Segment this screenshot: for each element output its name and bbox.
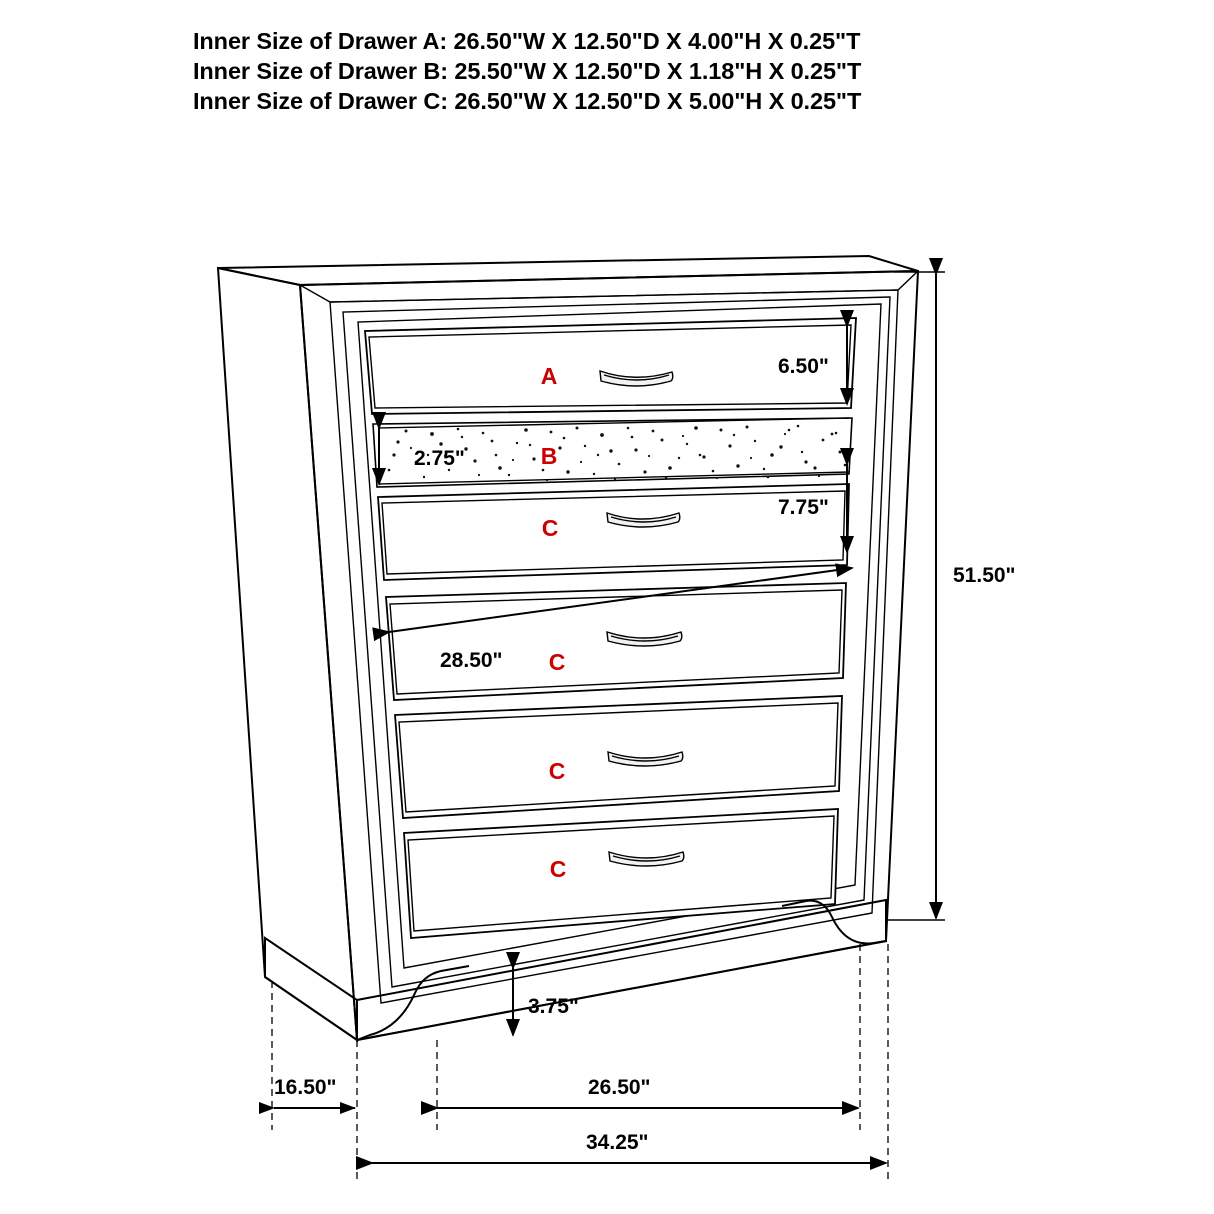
drawer-label-c1: C — [541, 515, 559, 541]
dim-label-26-50: 26.50" — [588, 1076, 651, 1099]
dim-total-height — [886, 272, 1016, 920]
drawer-face-c4 — [404, 809, 838, 938]
drawer-label-c4: C — [549, 856, 567, 882]
dim-label-7-75: 7.75" — [778, 496, 829, 519]
drawer-label-a: A — [540, 363, 558, 389]
dim-label-34-25: 34.25" — [586, 1131, 649, 1154]
spec-line-drawer-c: Inner Size of Drawer C: 26.50"W X 12.50"D X 5.00"H X 0.25"T — [193, 88, 862, 114]
dim-label-16-50: 16.50" — [274, 1076, 337, 1099]
dim-leg-height — [513, 968, 579, 1035]
drawer-face-c3 — [395, 696, 842, 818]
dim-label-2-75: 2.75" — [414, 447, 465, 470]
dim-label-51-50: 51.50" — [953, 564, 1016, 587]
drawer-label-c3: C — [548, 758, 566, 784]
dim-label-28-50: 28.50" — [440, 649, 503, 672]
drawer-label-b: B — [540, 443, 558, 469]
dim-total-width — [372, 944, 888, 1180]
dim-label-3-75: 3.75" — [528, 995, 579, 1018]
dim-label-6-50: 6.50" — [778, 355, 829, 378]
drawer-label-c2: C — [548, 649, 566, 675]
spec-line-drawer-a: Inner Size of Drawer A: 26.50"W X 12.50"D X 4.00"H X 0.25"T — [193, 28, 861, 54]
spec-line-drawer-b: Inner Size of Drawer B: 25.50"W X 12.50"D X 1.18"H X 0.25"T — [193, 58, 862, 84]
